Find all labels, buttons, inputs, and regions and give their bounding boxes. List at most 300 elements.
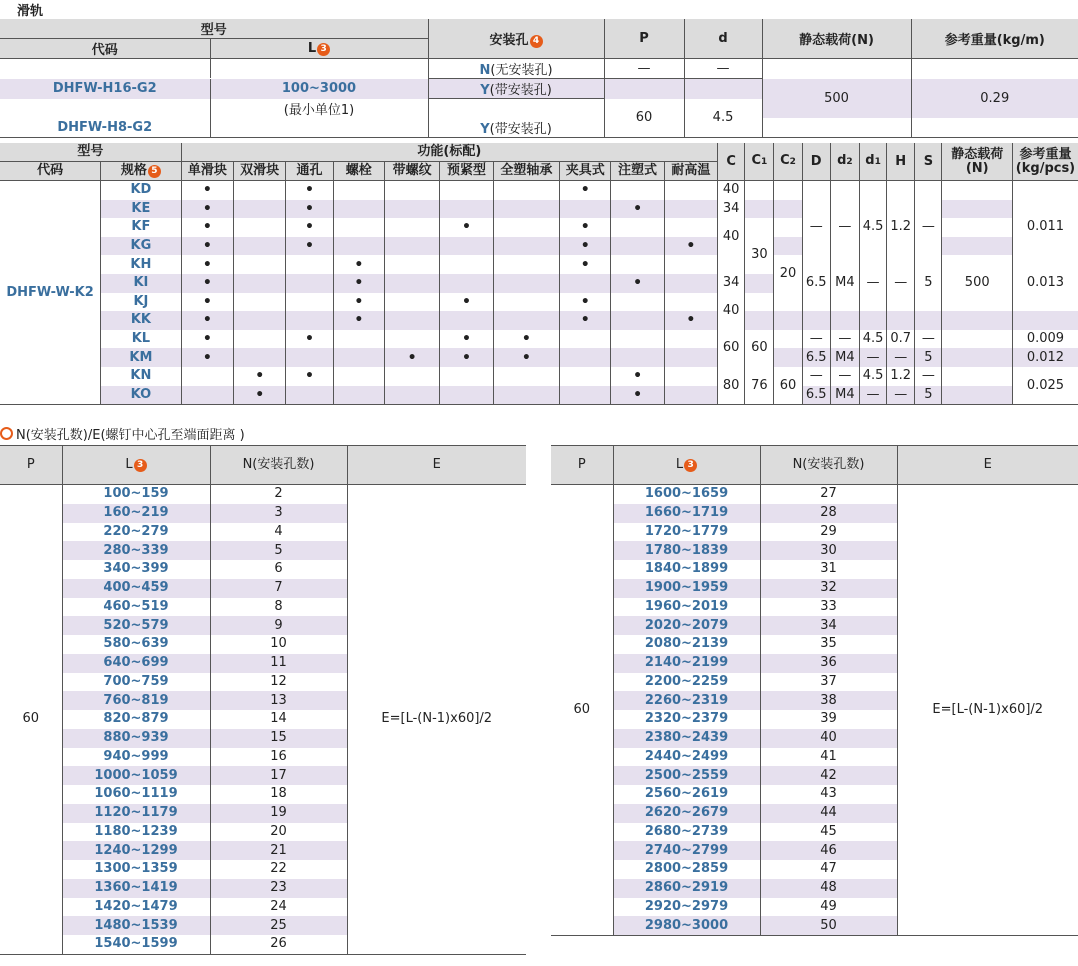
block-header-weight: 参考重量 (kg/pcs)	[1012, 143, 1078, 181]
func-through-hole: 通孔	[286, 162, 333, 181]
spec-km: KM	[101, 348, 182, 367]
weight-val	[1012, 311, 1078, 330]
block-row	[0, 386, 1078, 405]
c1-val	[745, 274, 774, 293]
func-cell	[333, 237, 384, 256]
hole-l-range: 2440~2499	[613, 748, 760, 767]
header-weight: 参考重量(kg/m)	[911, 19, 1078, 59]
spec-ke: KE	[101, 200, 182, 219]
hole-n-count: 18	[210, 785, 347, 804]
c1-val	[745, 293, 774, 312]
func-cell	[384, 218, 439, 237]
c1-val: 60	[745, 330, 774, 367]
hole-l-range: 1300~1359	[62, 860, 210, 879]
func-cell: •	[286, 367, 333, 386]
c2-val: 20	[774, 255, 802, 292]
block-code: DHFW-W-K2	[0, 181, 101, 405]
func-cell	[611, 181, 664, 200]
func-heat-resistant: 耐高温	[664, 162, 717, 181]
hole-n-count: 9	[210, 616, 347, 635]
spec-kh: KH	[101, 255, 182, 274]
h-val: —	[887, 348, 915, 367]
ring-icon	[0, 427, 13, 440]
func-cell	[440, 311, 493, 330]
func-cell: •	[286, 218, 333, 237]
func-cell: •	[611, 274, 664, 293]
hole-l-range: 760~819	[62, 691, 210, 710]
d-val: 6.5	[802, 386, 830, 405]
header-model: 型号	[0, 19, 428, 39]
func-cell: •	[333, 311, 384, 330]
func-cell	[286, 293, 333, 312]
func-cell: •	[286, 200, 333, 219]
block-header-h: H	[887, 143, 915, 181]
hole-table-left	[0, 445, 526, 955]
func-cell	[384, 386, 439, 405]
d-val: 6.5	[802, 274, 830, 293]
hole-l-range: 2620~2679	[613, 804, 760, 823]
hole-l-range: 2560~2619	[613, 785, 760, 804]
hole-n-count: 20	[210, 823, 347, 842]
weight-val: 0.011	[1012, 200, 1078, 256]
func-cell: •	[611, 200, 664, 219]
func-cell	[493, 255, 559, 274]
func-cell	[440, 181, 493, 200]
c2-val	[774, 311, 802, 330]
c1-val	[745, 200, 774, 219]
spec-kn: KN	[101, 367, 182, 386]
section-title: N(安装孔数)/E(螺钉中心孔至端面距离 )	[0, 424, 245, 443]
hole-l-range: 1540~1599	[62, 935, 210, 954]
func-cell	[234, 218, 286, 237]
h-val	[887, 293, 915, 312]
hole-n-count: 3	[210, 504, 347, 523]
d-val	[802, 311, 830, 330]
d1-val	[859, 293, 886, 312]
badge-4-icon: 4	[530, 35, 543, 48]
func-cell	[664, 367, 717, 386]
func-cell	[493, 181, 559, 200]
func-cell	[181, 386, 233, 405]
hole-l-range: 520~579	[62, 616, 210, 635]
hole-header-e: E	[347, 446, 526, 485]
hole-l-range: 1900~1959	[613, 579, 760, 598]
spec-ki: KI	[101, 274, 182, 293]
func-bolt: 螺栓	[333, 162, 384, 181]
hole-l-range: 1120~1179	[62, 804, 210, 823]
hole-header-n: N(安装孔数)	[760, 446, 897, 485]
c2-val	[774, 293, 802, 312]
load-val	[942, 348, 1012, 367]
hole-row	[551, 485, 1078, 504]
func-cell	[440, 255, 493, 274]
block-row	[0, 255, 1078, 274]
func-cell	[384, 274, 439, 293]
func-cell	[611, 237, 664, 256]
d1-val: 4.5	[859, 330, 886, 349]
func-cell: •	[181, 200, 233, 219]
d1-val: —	[859, 386, 886, 405]
d-val: —	[802, 330, 830, 349]
weight-val: 0.012	[1012, 348, 1078, 367]
load-val	[942, 181, 1012, 200]
hole-n-count: 45	[760, 823, 897, 842]
func-cell	[234, 293, 286, 312]
func-cell	[493, 237, 559, 256]
hole-header-n: N(安装孔数)	[210, 446, 347, 485]
load-val	[942, 293, 1012, 312]
block-header-c2: C2	[774, 143, 802, 181]
header-load: 静态载荷(N)	[762, 19, 911, 59]
h-val: 0.7	[887, 330, 915, 349]
func-cell	[493, 367, 559, 386]
d-val	[802, 293, 830, 312]
func-preload: 预紧型	[440, 162, 493, 181]
func-cell	[286, 274, 333, 293]
block-row	[0, 181, 1078, 200]
hole-l-range: 820~879	[62, 710, 210, 729]
c-val: 40	[718, 218, 745, 255]
func-cell	[234, 255, 286, 274]
c-val	[718, 255, 745, 274]
hole-l-range: 2320~2379	[613, 710, 760, 729]
func-cell	[493, 386, 559, 405]
c-val: 34	[718, 200, 745, 219]
hole-n-count: 10	[210, 635, 347, 654]
hole-l-range: 1360~1419	[62, 879, 210, 898]
d1-val: 4.5	[859, 367, 886, 386]
hole-option-n: N(无安装孔)	[428, 59, 604, 79]
func-cell	[333, 386, 384, 405]
hole-n-count: 6	[210, 560, 347, 579]
func-cell	[664, 293, 717, 312]
hole-n-count: 12	[210, 673, 347, 692]
rail-weight: 0.29	[911, 79, 1078, 118]
hole-l-range: 1480~1539	[62, 916, 210, 935]
func-cell	[384, 311, 439, 330]
func-cell: •	[181, 311, 233, 330]
hole-l-range: 280~339	[62, 541, 210, 560]
func-cell	[181, 367, 233, 386]
spec-ko: KO	[101, 386, 182, 405]
func-cell	[664, 386, 717, 405]
func-cell	[560, 367, 611, 386]
func-cell	[234, 237, 286, 256]
d2-val	[830, 311, 859, 330]
weight-val	[1012, 181, 1078, 200]
hole-l-range: 1840~1899	[613, 560, 760, 579]
d-val	[802, 255, 830, 274]
load-val	[942, 218, 1012, 237]
block-header-func: 功能(标配)	[181, 143, 717, 162]
h-val	[887, 311, 915, 330]
func-cell: •	[333, 274, 384, 293]
rail-code-h8: DHFW-H8-G2	[0, 118, 210, 138]
hole-l-range: 2680~2739	[613, 823, 760, 842]
spec-kk: KK	[101, 311, 182, 330]
func-cell: •	[440, 293, 493, 312]
func-cell	[664, 274, 717, 293]
hole-l-range: 2200~2259	[613, 673, 760, 692]
h-val: 1.2	[887, 200, 915, 256]
func-cell: •	[234, 386, 286, 405]
func-cell	[234, 181, 286, 200]
func-cell	[560, 386, 611, 405]
hole-n-count: 26	[210, 935, 347, 954]
c1-val: 30	[745, 237, 774, 274]
func-cell	[664, 330, 717, 349]
func-cell	[611, 218, 664, 237]
h-val	[887, 181, 915, 200]
func-cell: •	[440, 330, 493, 349]
hole-n-count: 50	[760, 916, 897, 935]
hole-n-count: 7	[210, 579, 347, 598]
hole-l-range: 1060~1119	[62, 785, 210, 804]
func-cell	[286, 311, 333, 330]
func-cell: •	[560, 181, 611, 200]
func-cell	[664, 181, 717, 200]
block-header-d2: d2	[830, 143, 859, 181]
func-cell	[440, 367, 493, 386]
d2-val: M4	[830, 348, 859, 367]
d1-val: —	[859, 348, 886, 367]
badge-5-icon: 5	[148, 165, 161, 178]
s-val	[915, 311, 942, 330]
func-cell	[493, 200, 559, 219]
spec-kj: KJ	[101, 293, 182, 312]
h-val: 1.2	[887, 367, 915, 386]
d2-val: M4	[830, 386, 859, 405]
hole-l-range: 1420~1479	[62, 898, 210, 917]
s-val	[915, 181, 942, 200]
func-cell	[333, 181, 384, 200]
func-cell	[493, 311, 559, 330]
hole-l-range: 2020~2079	[613, 616, 760, 635]
hole-l-range: 460~519	[62, 598, 210, 617]
func-cell	[234, 200, 286, 219]
header-d: d	[684, 19, 762, 59]
func-cell	[234, 274, 286, 293]
hole-l-range: 880~939	[62, 729, 210, 748]
hole-n-count: 34	[760, 616, 897, 635]
func-cell: •	[286, 181, 333, 200]
func-cell	[234, 330, 286, 349]
func-cell: •	[560, 293, 611, 312]
c-val: 40	[718, 293, 745, 330]
func-cell: •	[560, 255, 611, 274]
hole-n-count: 19	[210, 804, 347, 823]
c2-val	[774, 348, 802, 367]
func-cell: •	[560, 218, 611, 237]
s-val: 5	[915, 348, 942, 367]
d2-val	[830, 181, 859, 200]
hole-n-count: 38	[760, 691, 897, 710]
spec-kf: KF	[101, 218, 182, 237]
hole-n-count: 39	[760, 710, 897, 729]
func-cell	[611, 311, 664, 330]
load-val	[942, 386, 1012, 405]
func-cell: •	[493, 330, 559, 349]
hole-l-range: 1780~1839	[613, 541, 760, 560]
p-dash: —	[604, 59, 684, 79]
func-cell	[333, 367, 384, 386]
rail-l-note: (最小单位1)	[210, 99, 428, 118]
s-val	[915, 293, 942, 312]
hole-n-count: 36	[760, 654, 897, 673]
hole-n-count: 17	[210, 766, 347, 785]
func-cell	[611, 348, 664, 367]
hole-l-range: 2800~2859	[613, 860, 760, 879]
hole-n-count: 14	[210, 710, 347, 729]
func-double-slider: 双滑块	[234, 162, 286, 181]
block-header-c: C	[718, 143, 745, 181]
func-cell	[384, 237, 439, 256]
load-val	[942, 330, 1012, 349]
rail-d: 4.5	[684, 99, 762, 138]
hole-option-y2: Y(带安装孔)	[428, 118, 604, 138]
hole-n-count: 23	[210, 879, 347, 898]
block-header-model: 型号	[0, 143, 181, 162]
hole-p-value: 60	[22, 711, 40, 727]
hole-n-count: 49	[760, 898, 897, 917]
func-cell: •	[440, 348, 493, 367]
hole-l-range: 1600~1659	[613, 485, 760, 504]
d1-val	[859, 181, 886, 200]
hole-n-count: 5	[210, 541, 347, 560]
func-cell: •	[560, 237, 611, 256]
func-cell: •	[181, 293, 233, 312]
load-val	[942, 311, 1012, 330]
hole-n-count: 13	[210, 691, 347, 710]
block-spec-table	[0, 143, 1078, 405]
hole-l-range: 340~399	[62, 560, 210, 579]
func-cell	[333, 330, 384, 349]
h-val	[887, 255, 915, 274]
func-cell	[611, 255, 664, 274]
func-cell	[234, 348, 286, 367]
hole-n-count: 30	[760, 541, 897, 560]
hole-l-range: 2740~2799	[613, 841, 760, 860]
s-val: 5	[915, 274, 942, 293]
header-l: L 3	[210, 39, 428, 59]
func-cell: •	[286, 330, 333, 349]
func-cell	[611, 330, 664, 349]
func-cell	[333, 218, 384, 237]
func-cell	[384, 367, 439, 386]
hole-n-count: 15	[210, 729, 347, 748]
c1-val: 76	[745, 367, 774, 405]
d-val	[802, 181, 830, 200]
func-cell	[664, 218, 717, 237]
h-val: —	[887, 386, 915, 405]
func-cell	[440, 200, 493, 219]
d1-val: 4.5	[859, 200, 886, 256]
header-p: P	[604, 19, 684, 59]
load-val	[942, 255, 1012, 274]
c2-val	[774, 200, 802, 219]
func-cell: •	[181, 181, 233, 200]
hole-l-range: 2380~2439	[613, 729, 760, 748]
s-val: —	[915, 200, 942, 256]
hole-option-y1: Y(带安装孔)	[428, 79, 604, 99]
hole-n-count: 44	[760, 804, 897, 823]
block-row	[0, 311, 1078, 330]
header-code: 代码	[0, 39, 210, 59]
page-title: 滑轨	[17, 4, 44, 19]
func-cell	[560, 330, 611, 349]
c1-val	[745, 181, 774, 200]
func-cell	[560, 200, 611, 219]
hole-n-count: 43	[760, 785, 897, 804]
hole-n-count: 25	[210, 916, 347, 935]
rail-spec-table	[0, 19, 1078, 138]
hole-n-count: 29	[760, 523, 897, 542]
func-cell	[611, 293, 664, 312]
hole-n-count: 33	[760, 598, 897, 617]
hole-l-range: 1960~2019	[613, 598, 760, 617]
d2-val	[830, 293, 859, 312]
func-injection: 注塑式	[611, 162, 664, 181]
func-cell	[493, 218, 559, 237]
func-cell	[384, 330, 439, 349]
hole-l-range: 2980~3000	[613, 916, 760, 935]
c2-val	[774, 218, 802, 237]
hole-header-l: L 3	[62, 446, 210, 485]
block-header-spec: 规格 5	[101, 162, 182, 181]
hole-p-value: 60	[573, 702, 591, 717]
func-cell: •	[384, 348, 439, 367]
func-cell: •	[286, 237, 333, 256]
c1-val	[745, 311, 774, 330]
hole-header-l: L 3	[613, 446, 760, 485]
block-row	[0, 330, 1078, 349]
hole-n-count: 48	[760, 879, 897, 898]
func-cell: •	[234, 367, 286, 386]
s-val: —	[915, 330, 942, 349]
func-cell: •	[440, 218, 493, 237]
badge-3-icon: 3	[134, 459, 147, 472]
hole-n-count: 2	[210, 485, 347, 504]
hole-n-count: 32	[760, 579, 897, 598]
func-cell: •	[664, 237, 717, 256]
c2-val: 60	[774, 367, 802, 405]
d1-val: —	[859, 274, 886, 293]
weight-val: 0.013	[1012, 274, 1078, 293]
header-hole: 安装孔 4	[428, 19, 604, 59]
load-val: 500	[942, 274, 1012, 293]
func-single-slider: 单滑块	[181, 162, 233, 181]
hole-n-count: 22	[210, 860, 347, 879]
func-plastic-bearing: 全塑轴承	[493, 162, 559, 181]
c-val: 40	[718, 181, 745, 200]
block-row	[0, 293, 1078, 312]
func-cell	[664, 255, 717, 274]
hole-e-formula: E=[L-(N-1)x60]/2	[347, 485, 526, 955]
rail-p: 60	[604, 99, 684, 138]
func-cell	[384, 293, 439, 312]
hole-l-range: 400~459	[62, 579, 210, 598]
hole-n-count: 42	[760, 766, 897, 785]
load-val	[942, 237, 1012, 256]
func-cell: •	[181, 218, 233, 237]
hole-n-count: 35	[760, 635, 897, 654]
spec-kg: KG	[101, 237, 182, 256]
s-val: —	[915, 367, 942, 386]
func-cell	[440, 274, 493, 293]
c2-val	[774, 330, 802, 349]
hole-n-count: 4	[210, 523, 347, 542]
func-cell: •	[611, 386, 664, 405]
